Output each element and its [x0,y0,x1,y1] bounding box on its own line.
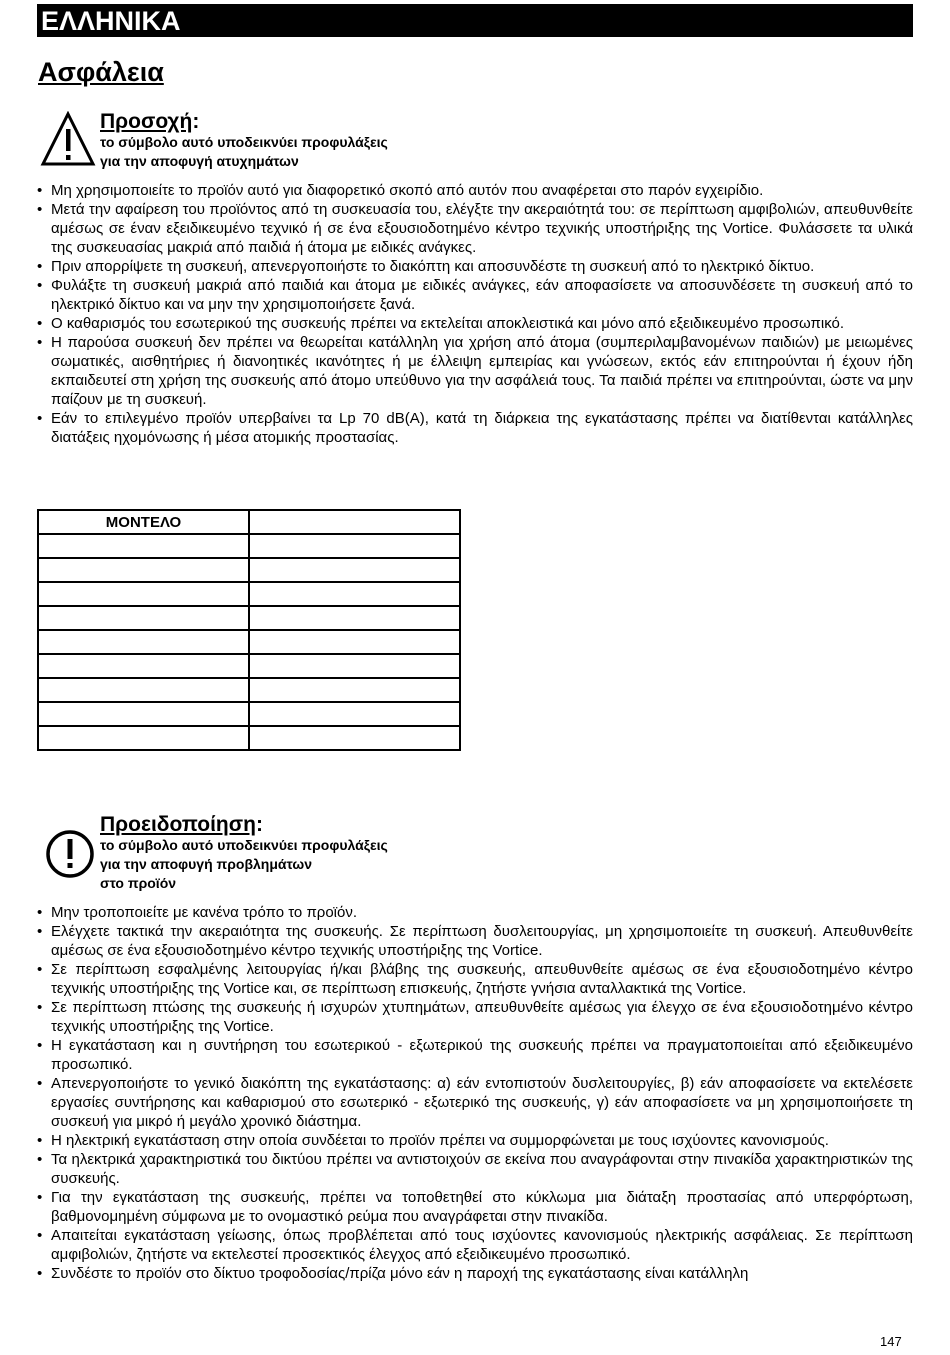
caution-subtitle-line: για την αποφυγή ατυχημάτων [100,153,299,169]
caution-title-colon: : [192,110,200,133]
warning-list [37,903,913,1283]
model-table [37,509,461,751]
list-item: • Ο καθαρισμός του εσωτερικού της συσκευής πρέπει να εκτελείται αποκλειστικά και μόνο από εξειδικευμένο προσωπικό. [37,314,913,333]
caution-list [37,181,913,447]
table-cell [38,654,249,678]
list-item: • Φυλάξτε τη συσκευή μακριά από παιδιά και άτομα με ειδικές ανάγκες, εάν αποφασίσετε να αποσυνδέσετε τη συσκευή από το ηλεκτρικό δίκτυο και να μην την χρησιμοποιήσετε ξανά. [37,276,913,314]
table-cell [38,630,249,654]
warning-subtitle-line: το σύμβολο αυτό υποδεικνύει προφυλάξεις [100,837,388,853]
table-row [38,630,460,654]
table-cell [249,534,460,558]
table-cell [249,630,460,654]
table-row [38,726,460,750]
table-row [38,558,460,582]
list-item: • Μη χρησιμοποιείτε το προϊόν αυτό για διαφορετικό σκοπό από αυτόν που αναφέρεται στο παρόν εγχειρίδιο. [37,181,913,200]
table-row [38,534,460,558]
list-item: • Ελέγχετε τακτικά την ακεραιότητα της συσκευής. Σε περίπτωση δυσλειτουργίας, μη χρησιμοποιείτε τη συσκευή. Απευθυνθείτε αμέσως σε ένα εξουσιοδοτημένο κέντρο τεχνικής υποστήριξης της Vortice. [37,922,913,960]
table-row [38,606,460,630]
list-item: • Εάν το επιλεγμένο προϊόν υπερβαίνει τα Lp 70 dB(A), κατά τη διάρκεια της εγκατάστασης πρέπει να διατίθενται κατάλληλες διατάξεις ηχομόνωσης ή μέσα ατομικής προστασίας. [37,409,913,447]
table-cell [249,702,460,726]
list-item: • Απενεργοποιήστε το γενικό διακόπτη της εγκατάστασης: α) εάν εντοπιστούν δυσλειτουργίες, β) εάν αποφασίσετε να εκτελέσετε εργασίες συντήρησης και καθαρισμού στο εσωτερικό - εξωτερικό της συσκευής, γ) εάν αποφασίσετε να μη χρησιμοποιήσετε τη συσκευή για μικρό ή μεγάλο χρονικό διάστημα. [37,1074,913,1131]
exclamation-circle-icon [45,829,95,879]
list-item: • Απαιτείται εγκατάσταση γείωσης, όπως προβλέπεται από τους ισχύοντες κανονισμούς ηλεκτρικής ασφάλειας. Σε περίπτωση αμφιβολιών, ζητήστε να εκτελεστεί προσεκτικός έλεγχος από εξειδικευμένο προσωπικό. [37,1226,913,1264]
list-item: • Πριν απορρίψετε τη συσκευή, απενεργοποιήστε το διακόπτη και αποσυνδέστε τη συσκευή από το ηλεκτρικό δίκτυο. [37,257,913,276]
warning-title-text: Προειδοποίηση [100,813,256,836]
list-item: • Συνδέστε το προϊόν στο δίκτυο τροφοδοσίας/πρίζα μόνο εάν η παροχή της εγκατάστασης είναι κατάλληλη [37,1264,913,1283]
table-cell [249,510,460,534]
table-row [38,678,460,702]
list-item: • Η εγκατάσταση και η συντήρηση του εσωτερικού - εξωτερικού της συσκευής πρέπει να πραγματοποιείται από εξειδικευμένο προσωπικό. [37,1036,913,1074]
language-header-bar: ΕΛΛΗΝΙΚΑ [37,4,913,37]
caution-title-text: Προσοχή [100,110,193,133]
table-cell [249,678,460,702]
list-item: • Σε περίπτωση εσφαλμένης λειτουργίας ή/και βλάβης της συσκευής, απευθυνθείτε αμέσως σε ένα εξουσιοδοτημένο κέντρο τεχνικής υποστήριξης της Vortice και, σε περίπτωση επισκευής, ζητήστε γνήσια ανταλλακτικά της Vortice. [37,960,913,998]
list-item: • Μην τροποποιείτε με κανένα τρόπο το προϊόν. [37,903,913,922]
table-row [38,702,460,726]
list-item: • Μετά την αφαίρεση του προϊόντος από τη συσκευασία του, ελέγξτε την ακεραιότητά του: σε περίπτωση αμφιβολιών, απευθυνθείτε αμέσως σε έναν εξειδικευμένο τεχνικό ή σε ένα εξουσιοδοτημένο κέντρο τεχνικής υποστήριξης της Vortice. Φυλάσσετε τα υλικά της συσκευασίας μακριά από παιδιά ή άτομα με ειδικές ανάγκες. [37,200,913,257]
table-cell [38,534,249,558]
warning-triangle-icon [40,111,96,167]
table-row [38,510,460,534]
model-header-cell: ΜΟΝΤΕΛΟ [38,510,249,534]
warning-title-colon: : [255,813,263,836]
warning-subtitle-line: για την αποφυγή προβλημάτων [100,856,312,872]
caution-subtitle-line: το σύμβολο αυτό υποδεικνύει προφυλάξεις [100,134,388,150]
page-title: Ασφάλεια [38,57,164,87]
warning-subtitle [100,836,388,893]
list-item: • Τα ηλεκτρικά χαρακτηριστικά του δικτύου πρέπει να αντιστοιχούν σε εκείνα που αναγράφονται στην πινακίδα χαρακτηριστικών της συσκευής. [37,1150,913,1188]
list-item: • Σε περίπτωση πτώσης της συσκευής ή ισχυρών χτυπημάτων, απευθυνθείτε αμέσως για έλεγχο σε ένα εξουσιοδοτημένο κέντρο τεχνικής υποστήριξης της Vortice. [37,998,913,1036]
table-cell [249,582,460,606]
table-row [38,654,460,678]
table-cell [249,606,460,630]
table-cell [38,678,249,702]
table-cell [38,558,249,582]
warning-title [100,813,263,837]
table-row [38,582,460,606]
list-item: • Για την εγκατάσταση της συσκευής, πρέπει να τοποθετηθεί στο κύκλωμα μια διάταξη προστασίας από υπερφόρτωση, βαθμονομημένη σύμφωνα με το ονομαστικό ρεύμα που αναγράφεται στην πινακίδα. [37,1188,913,1226]
table-cell [249,654,460,678]
table-cell [38,606,249,630]
list-item: • Η παρούσα συσκευή δεν πρέπει να θεωρείται κατάλληλη για χρήση από άτομα (συμπεριλαμβανομένων παιδιών) με μειωμένες σωματικές, αισθητήριες ή διανοητικές ικανότητες ή με έλλειψη εμπειρίας και γνώσεων, εκτός εάν επιτηρούνται ή έχουν ήδη εκπαιδευτεί στη χρήση της συσκευής από άτομο υπεύθυνο για την ασφάλειά τους. Τα παιδιά πρέπει να επιτηρούνται, ώστε να μην παίζουν με τη συσκευή. [37,333,913,409]
caution-subtitle [100,133,388,171]
table-cell [38,702,249,726]
table-cell [249,558,460,582]
page-number: 147 [880,1334,902,1349]
caution-title [100,110,199,134]
table-cell [249,726,460,750]
warning-subtitle-line: στο προϊόν [100,875,177,891]
list-item: • Η ηλεκτρική εγκατάσταση στην οποία συνδέεται το προϊόν πρέπει να συμμορφώνεται με τους ισχύοντες κανονισμούς. [37,1131,913,1150]
table-cell [38,726,249,750]
table-cell [38,582,249,606]
